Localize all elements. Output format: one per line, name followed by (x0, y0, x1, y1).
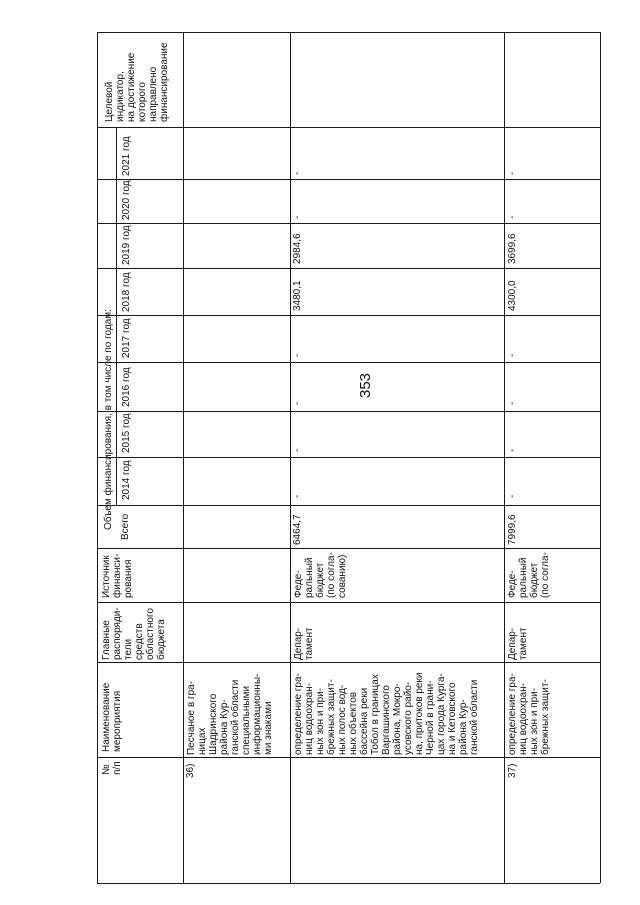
row-name: ганской области (469, 679, 480, 755)
row-year-value: 3480,1 (292, 280, 303, 311)
row-year-value: - (507, 215, 518, 219)
row-name: информационны- (252, 673, 263, 755)
column-rule (97, 883, 600, 884)
row-source: (по согла- (540, 552, 551, 598)
header-volume: Объем финансирования, в том числе по годам: (103, 309, 114, 530)
header-year: 2014 год (121, 460, 132, 500)
column-rule (97, 315, 600, 316)
row-name: района Кур- (219, 699, 230, 755)
column-rule (97, 662, 600, 663)
row-name: цах города Курга- (436, 673, 447, 755)
row-name: усовского райо- (403, 681, 414, 755)
header-managers: бюджета (156, 619, 167, 660)
header-target: которого (137, 82, 148, 122)
header-num: № (101, 764, 112, 775)
row-name: Черной в грани- (425, 680, 436, 755)
row-num: 36) (185, 763, 196, 778)
column-rule (97, 505, 600, 506)
row-source: бюджет (529, 562, 540, 598)
row-year-value: - (507, 448, 518, 452)
column-rule (97, 457, 600, 458)
row-name: определение гра- (507, 673, 518, 755)
row-name: ных объектов (348, 691, 359, 755)
header-managers: областного (145, 608, 156, 660)
row-name: брежных защит- (540, 679, 551, 755)
header-year: 2020 год (121, 180, 132, 220)
column-rule (97, 223, 600, 224)
header-year: 2021 год (121, 136, 132, 176)
row-name: ных зон и при- (529, 687, 540, 755)
column-rule (97, 362, 600, 363)
row-rule (290, 32, 291, 883)
row-name: ниц водоохран- (518, 683, 529, 755)
page-number: 353 (357, 372, 374, 398)
row-year-value: - (507, 353, 518, 357)
row-name: Тобол в границах (370, 674, 381, 755)
row-year-value: - (292, 171, 303, 175)
frame-left (97, 32, 98, 883)
row-name: специальными (241, 685, 252, 755)
row-name: на и Кетовского (447, 682, 458, 755)
subheader-rule (116, 127, 117, 505)
row-source: (по согла- (326, 552, 337, 598)
header-target: финансирование (159, 42, 170, 122)
header-managers: средств (134, 623, 145, 660)
header-year: 2015 год (121, 413, 132, 453)
header-year: 2019 год (121, 225, 132, 265)
row-name: определение гра- (293, 673, 304, 755)
row-name: брежных защит- (326, 679, 337, 755)
row-source: сованию) (337, 554, 348, 598)
row-name: Песчаное в гра- (186, 680, 197, 755)
header-year: 2016 год (121, 367, 132, 407)
column-rule (97, 127, 600, 128)
row-year-value: - (507, 401, 518, 405)
row-num: 37) (507, 763, 518, 778)
row-name: ми знаками (263, 701, 274, 755)
row-year-value: - (292, 494, 303, 498)
row-year-value: 2984,6 (292, 233, 303, 264)
row-rule (504, 32, 505, 883)
row-manager: Депар- (507, 627, 518, 660)
header-target: индикатор, (115, 71, 126, 122)
row-year-value: - (507, 171, 518, 175)
header-name: мероприятия (112, 690, 123, 752)
row-name: бассейна реки (359, 687, 370, 755)
row-name: ных зон и при- (315, 687, 326, 755)
header-source: Источник (101, 555, 112, 598)
row-name: ниц водоохран- (304, 683, 315, 755)
column-rule (97, 602, 600, 603)
row-source: Феде- (293, 570, 304, 598)
row-name: на, притоков реки (414, 672, 425, 755)
column-rule (97, 268, 600, 269)
header-managers: Главные (101, 620, 112, 660)
header-managers: распоряди- (112, 607, 123, 660)
row-manager: тамент (304, 627, 315, 660)
frame-right (600, 32, 601, 883)
header-year: 2017 год (121, 318, 132, 358)
row-name: ганской области (230, 679, 241, 755)
header-total: Всего (120, 513, 131, 540)
header-num: п/п (112, 761, 123, 775)
column-rule (97, 32, 600, 33)
header-source: рования (123, 559, 134, 598)
header-target: Целевой (104, 81, 115, 122)
row-name: ницах (197, 727, 208, 755)
header-rule (183, 32, 184, 883)
row-source: Феде- (507, 570, 518, 598)
row-source: ральный (304, 557, 315, 598)
column-rule (97, 548, 600, 549)
column-rule (97, 179, 600, 180)
row-source: бюджет (315, 562, 326, 598)
row-year-value: - (292, 448, 303, 452)
row-year-value: 3699,6 (507, 233, 518, 264)
column-rule (97, 757, 600, 758)
row-year-value: - (292, 401, 303, 405)
header-managers: тели (123, 638, 134, 660)
row-name: района Кур- (458, 699, 469, 755)
header-target: на достижение (126, 52, 137, 122)
column-rule (97, 411, 600, 412)
header-year: 2018 год (121, 272, 132, 312)
row-year-value: - (507, 494, 518, 498)
row-name: Шадринского (208, 693, 219, 755)
row-name: района, Мокро- (392, 683, 403, 755)
header-target: направлено (148, 66, 159, 122)
row-name: ных полос вод- (337, 684, 348, 755)
row-source: ральный (518, 557, 529, 598)
row-manager: Депар- (293, 627, 304, 660)
row-year-value: - (292, 215, 303, 219)
header-source: финанси- (112, 553, 123, 598)
row-year-value: - (292, 353, 303, 357)
header-name: Наименование (101, 682, 112, 752)
row-name: Варгашинского (381, 685, 392, 755)
row-year-value: 4300,0 (507, 280, 518, 311)
row-total: 6464,7 (292, 514, 303, 545)
row-manager: тамент (518, 627, 529, 660)
row-total: 7999,6 (507, 514, 518, 545)
